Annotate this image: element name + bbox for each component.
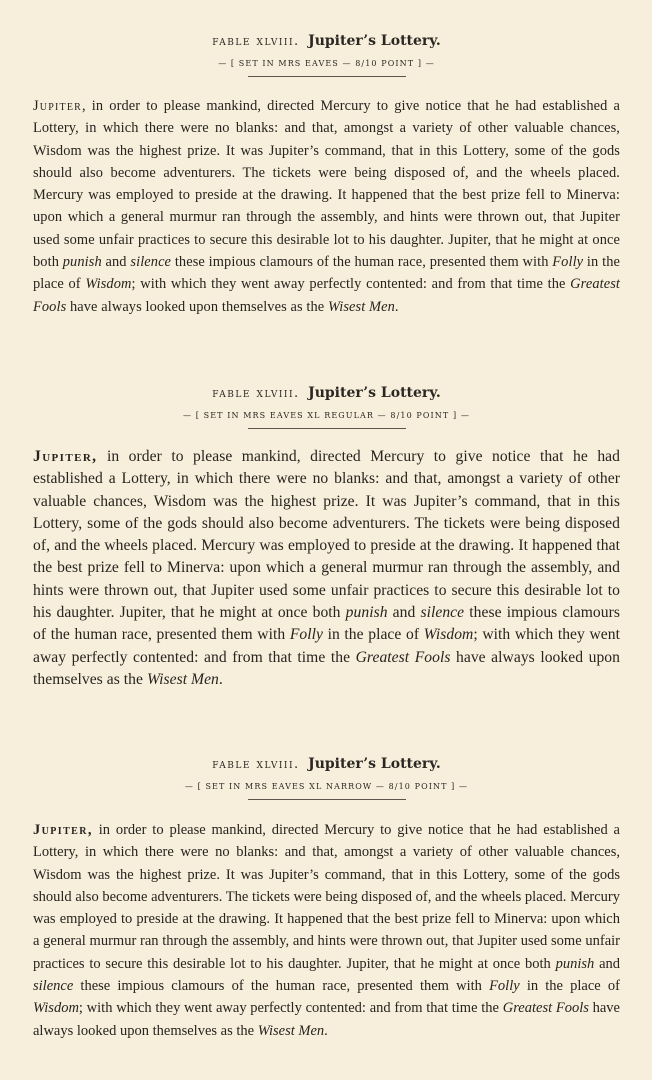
body-text: . [394, 298, 399, 315]
body-text: have always looked upon themselves as the [33, 1000, 620, 1039]
body-text: these impious clamours of the human race, presented them with [33, 604, 620, 644]
title-divider [248, 799, 406, 800]
italic-word: Greatest Fools [502, 1000, 589, 1017]
italic-word: Folly [289, 626, 323, 644]
fable-body [33, 95, 620, 318]
italic-word: Wisdom [33, 1000, 79, 1017]
fable-header [33, 757, 620, 800]
italic-word: Folly [489, 978, 520, 995]
fable-specimen-mrs-eaves [33, 34, 620, 318]
italic-word: silence [130, 254, 172, 271]
italic-word: Greatest Fools [33, 276, 620, 315]
italic-word: Greatest Fools [355, 648, 451, 666]
fable-number: fable xlviii. [212, 386, 300, 401]
fable-body [33, 819, 620, 1042]
body-text: ; with which they went away perfectly contented: and from that time the [131, 276, 571, 293]
fable-title: Jupiter’s Lottery. [308, 756, 441, 772]
title-divider [248, 76, 406, 77]
italic-word: Wisdom [423, 626, 474, 644]
italic-word: punish [555, 955, 595, 972]
body-text: and [101, 254, 131, 271]
italic-word: Wisest Men [146, 670, 219, 688]
body-text: in order to please mankind, directed Mercury to give notice that he had established a Lottery, in which there were no blanks: and that, amongst a variety of other valuable chances, Wisdom was the highest prize. It was Jupiter’s command, that in this Lottery, some of the gods should also become adventurers. The tickets were being disposed of, and the wheels placed. Mercury was employed to preside at the drawing. It happened that the best prize fell to Minerva: upon which a general murmur ran through the assembly, and hints were thrown out, that Jupiter used some unfair practices to secure this desirable lot to his daughter. Jupiter, that he might at once both [33, 448, 620, 622]
fable-specimen-mrs-eaves-xl-regular [33, 386, 620, 691]
body-text: in the place of [33, 254, 620, 293]
fable-number: fable xlviii. [212, 757, 300, 772]
italic-word: punish [62, 254, 102, 271]
typeface-setting-note: — [ SET IN MRS EAVES — 8/10 POINT ] — [218, 59, 435, 68]
body-text: and [594, 955, 620, 972]
fable-body [33, 446, 620, 691]
lead-word: Jupiter, [33, 448, 98, 465]
fable-specimen-mrs-eaves-xl-narrow [33, 757, 620, 1042]
body-text: have always looked upon themselves as the [66, 298, 328, 315]
italic-word: Folly [552, 254, 584, 271]
typeface-setting-note: — [ SET IN MRS EAVES XL REGULAR — 8/10 POINT ] — [183, 411, 470, 420]
title-divider [248, 428, 406, 429]
lead-word: Jupiter, [33, 822, 93, 838]
body-text: these impious clamours of the human race, presented them with [73, 978, 490, 995]
body-text: . [324, 1022, 328, 1039]
fable-title-line [33, 386, 620, 401]
body-text: have always looked upon themselves as the [33, 648, 620, 688]
typeface-setting-note: — [ SET IN MRS EAVES XL NARROW — 8/10 POINT ] — [184, 782, 469, 791]
italic-word: punish [345, 604, 388, 622]
body-text: and [387, 604, 421, 622]
body-text: ; with which they went away perfectly contented: and from that time the [33, 626, 620, 666]
italic-word: Wisest Men [327, 298, 395, 315]
lead-word: Jupiter [33, 98, 83, 114]
italic-word: silence [33, 978, 74, 995]
body-text: these impious clamours of the human race, presented them with [171, 254, 553, 271]
fable-title: Jupiter’s Lottery. [308, 385, 441, 401]
body-text: ; with which they went away perfectly contented: and from that time the [78, 1000, 503, 1017]
body-text: , in order to please mankind, directed Mercury to give notice that he had established a Lottery, in which there were no blanks: and that, amongst a variety of other valuable chances, Wisdom was the highest prize. It was Jupiter’s command, that in this Lottery, some of the gods should also become adventurers. The tickets were being disposed of, and the wheels placed. Mercury was employed to preside at the drawing. It happened that the best prize fell to Minerva: upon which a general murmur ran through the assembly, and hints were thrown out, that Jupiter used some unfair practices to secure this desirable lot to his daughter. Jupiter, that he might at once both [33, 98, 620, 271]
italic-word: Wisest Men [257, 1022, 325, 1039]
body-text: in the place of [519, 978, 620, 995]
italic-word: Wisdom [85, 276, 132, 293]
fable-number: fable xlviii. [212, 34, 300, 49]
fable-title-line [33, 757, 620, 772]
body-text: . [218, 670, 223, 688]
italic-word: silence [420, 604, 465, 622]
fable-header [33, 386, 620, 429]
body-text: in order to please mankind, directed Mercury to give notice that he had established a Lottery, in which there were no blanks: and that, amongst a variety of other valuable chances, Wisdom was the highest prize. It was Jupiter’s command, that in this Lottery, some of the gods should also become adventurers. The tickets were being disposed of, and the wheels placed. Mercury was employed to preside at the drawing. It happened that the best prize fell to Minerva: upon which a general murmur ran through the assembly, and hints were thrown out, that Jupiter used some unfair practices to secure this desirable lot to his daughter. Jupiter, that he might at once both [33, 822, 620, 972]
fable-title-line [33, 34, 620, 49]
fable-header [33, 34, 620, 77]
fable-title: Jupiter’s Lottery. [308, 33, 441, 49]
body-text: in the place of [322, 626, 424, 644]
